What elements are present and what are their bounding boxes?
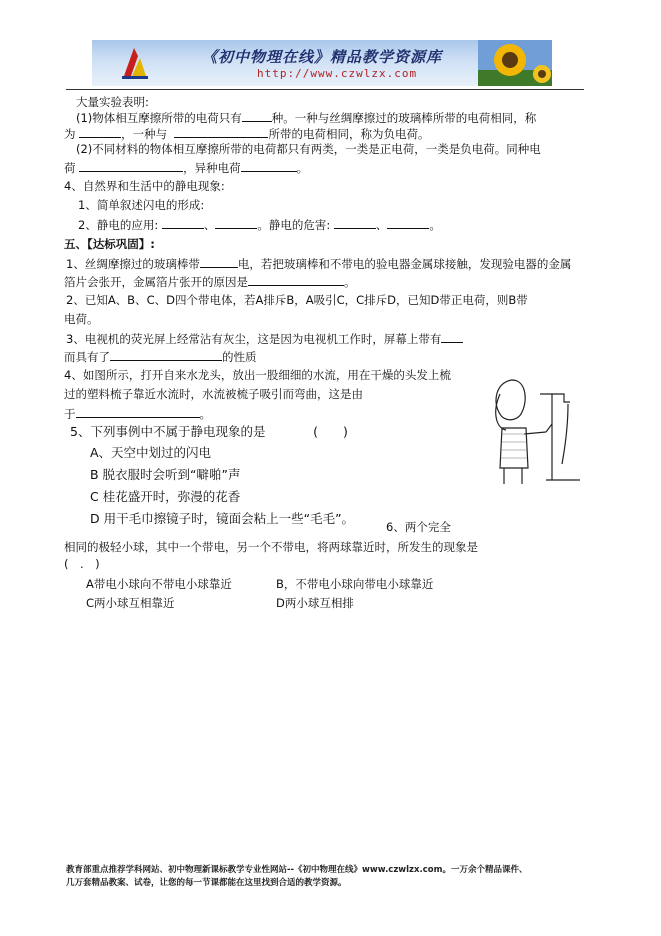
banner-title: 《初中物理在线》精品教学资源库	[202, 48, 443, 66]
option-item: C两小球互相靠近	[86, 596, 175, 610]
text-line: ( . )	[64, 557, 100, 571]
text-line: 于 。	[64, 407, 211, 421]
text-line: 相同的极轻小球，其中一个带电，另一个不带电，将两球靠近时，所发生的现象是	[64, 540, 478, 554]
sunflower-image	[478, 40, 552, 86]
text-line: 过的塑料梳子靠近水流时，水流被梳子吸引而弯曲，这是由	[64, 387, 363, 401]
option-item: C 桂花盛开时，弥漫的花香	[90, 489, 241, 504]
option-item: B 脱衣服时会听到“噼啪”声	[90, 467, 241, 482]
option-item: A带电小球向不带电小球靠近	[86, 577, 232, 591]
banner-url: http://www.czwlzx.com	[257, 67, 418, 80]
text-line: 5、下列事例中不属于静电现象的是 ( )	[70, 424, 348, 439]
text-line: 6、两个完全	[386, 520, 451, 534]
text-line: 大量实验表明:	[76, 95, 149, 109]
option-item: D两小球互相排	[276, 596, 354, 610]
header-banner	[92, 40, 552, 86]
text-line: 1、丝绸摩擦过的玻璃棒带 电，若把玻璃棒和不带电的验电器金属球接触，发现验电器的金属	[66, 257, 572, 271]
text-line: (1)物体相互摩擦所带的电荷只有 种。一种与丝绸摩擦过的玻璃棒所带的电荷相同，称	[76, 111, 537, 125]
text-line: 箔片会张开，金属箔片张开的原因是 。	[64, 275, 356, 289]
text-line: 2、已知A、B、C、D四个带电体，若A排斥B，A吸引C，C排斥D，已知D带正电荷，则B带	[66, 293, 528, 307]
girl-at-faucet-illustration	[482, 372, 586, 488]
header-rule	[66, 89, 584, 90]
option-item: A、天空中划过的闪电	[90, 445, 212, 460]
section-heading: 五、【达标巩固】:	[64, 237, 155, 251]
footer-line: 教育部重点推荐学科网站、初中物理新课标教学专业性网站--《初中物理在线》www.czwlzx.com。一万余个精品课件、	[66, 865, 528, 875]
text-line: 荷 ，异种电荷 。	[64, 161, 309, 175]
option-item: D 用干毛巾擦镜子时，镜面会粘上一些“毛毛”。	[90, 511, 355, 526]
option-item: B，不带电小球向带电小球靠近	[276, 577, 434, 591]
text-line: 为 ，一种与 所带的电荷相同，称为负电荷。	[64, 127, 430, 141]
text-line: 2、静电的应用: 、 。静电的危害: 、 。	[78, 218, 441, 232]
text-line: 3、电视机的荧光屏上经常沾有灰尘，这是因为电视机工作时，屏幕上带有	[66, 331, 463, 346]
site-logo	[120, 46, 150, 80]
text-line: 4、如图所示，打开自来水龙头，放出一股细细的水流，用在干燥的头发上梳	[64, 368, 451, 382]
text-line: 4、自然界和生活中的静电现象:	[64, 179, 225, 193]
text-line: 电荷。	[64, 312, 99, 326]
footer-line: 几万套精品教案、试卷，让您的每一节课都能在这里找到合适的教学资源。	[66, 878, 347, 888]
text-line: 而具有了 的性质	[64, 350, 257, 364]
text-line: 1、简单叙述闪电的形成:	[78, 198, 205, 212]
text-line: (2)不同材料的物体相互摩擦所带的电荷都只有两类，一类是正电荷，一类是负电荷。同种电	[76, 142, 541, 156]
